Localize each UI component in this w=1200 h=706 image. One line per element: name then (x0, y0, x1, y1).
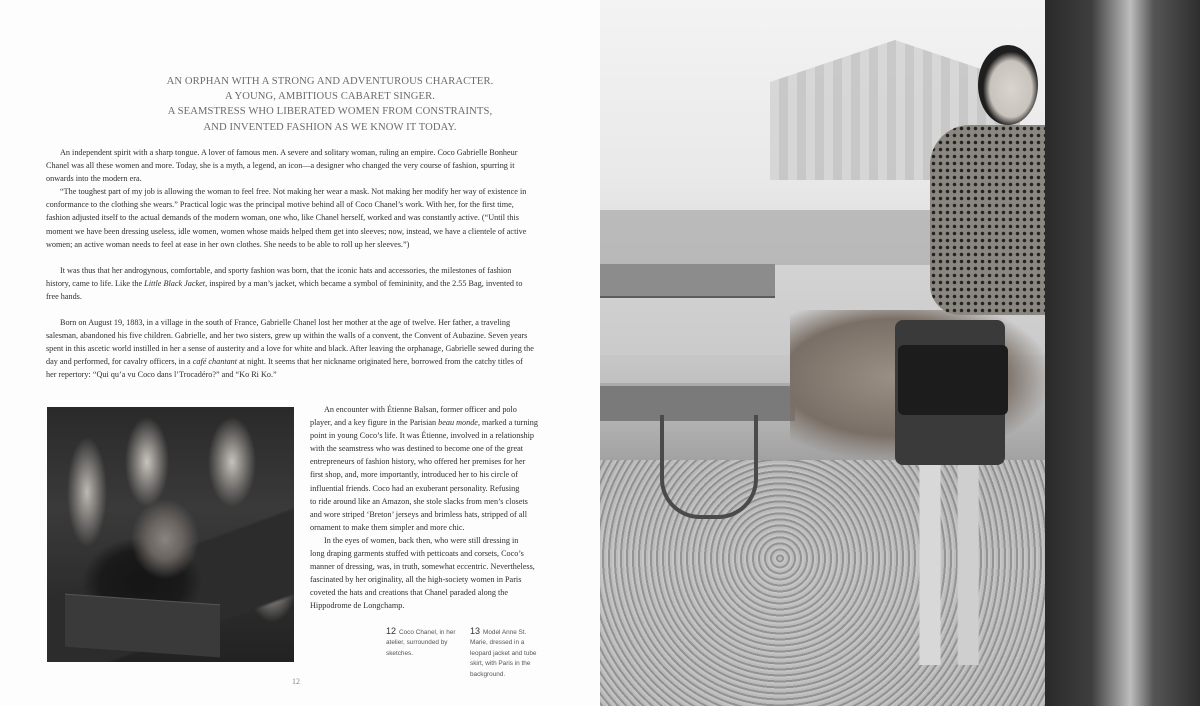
caption-12 (386, 626, 461, 659)
text-line: with the seamstress who was destined to become one of the great (310, 444, 524, 454)
text-line: and wore striped ‘Breton’ jerseys and brimless hats, stripped of all (310, 509, 527, 519)
text-line: fascinated by her originality, all the high-society women in Paris (310, 575, 522, 585)
text-line: In the eyes of women, back then, who were still dressing in (324, 535, 519, 545)
legs-shape (910, 465, 995, 665)
caption-text: Model Anne St. Marie, dressed in a leopard jacket and tube skirt, with Paris in the background. (470, 629, 537, 678)
column-text (310, 403, 580, 613)
caption-number: 12 (386, 626, 397, 636)
text-line: entrepreneurs of fashion history, who offered her premises for her (310, 457, 526, 467)
photo-model-anne-st-marie (600, 0, 1200, 706)
intro-line: AND INVENTED FASHION AS WE KNOW IT TODAY. (203, 121, 457, 133)
bench-back-shape (600, 264, 775, 298)
text-line: spent in this ascetic world instilled in her a sense of austerity and a love for white and black. After leaving the orphanage, Gabrielle sewed during the (46, 344, 534, 354)
text-line: first shop, and, more importantly, introduced her to his circle of (310, 470, 518, 480)
body-text (46, 146, 566, 382)
text-span: player, and a key figure in the Parisian (310, 418, 439, 428)
text-line: moment we have been dressing useless, idle women, women whose maids helped them get into sleeves; now, instead, we have a clientele of active (46, 226, 527, 236)
text-line: her repertory: “Qui qu’a vu Coco dans l’Trocadéro?” and “Ko Ri Ko.” (46, 370, 277, 380)
caption-number: 13 (470, 626, 481, 636)
column-paragraph-2 (310, 534, 580, 613)
text-span: , marked a turning (477, 418, 538, 428)
paragraph-1 (46, 146, 566, 185)
paragraph-4 (46, 316, 566, 381)
paragraph-2 (46, 185, 566, 250)
tree-trunk-shape (1045, 0, 1200, 706)
head-shape (978, 45, 1038, 125)
text-line: to ride around like an Amazon, she stole slacks from men’s closets (310, 496, 528, 506)
italic-term: beau monde (438, 418, 478, 428)
text-line: fashion adjusted itself to the actual demands of the modern woman, one who, like Chanel herself, worked and was constantly active. (“Until this (46, 213, 519, 223)
text-line: Chanel was all these women and more. Today, she is a myth, a legend, an icon—a designer who changed the very course of fashion, spurring it (46, 161, 515, 171)
paragraph-3 (46, 264, 566, 303)
text-line: long draping garments stuffed with petticoats and corsets, Coco’s (310, 549, 524, 559)
caption-text: Coco Chanel, in her atelier, surrounded by sketches. (386, 629, 456, 657)
text-line: ornament to make them simpler and more chic. (310, 522, 465, 532)
text-line (46, 277, 566, 290)
text-line: Born on August 19, 1883, in a village in the south of France, Gabrielle Chanel lost her mother at the age of twelve. Her father, a traveling (60, 318, 511, 328)
bench-leg-shape (660, 415, 758, 519)
text-span: day and performed, for cavalry officers, in a (46, 357, 193, 367)
text-span: history, came to life. Like the (46, 278, 145, 288)
intro-line: AN ORPHAN WITH A STRONG AND ADVENTUROUS CHARACTER. (166, 76, 494, 87)
handbag-shape (898, 345, 1008, 415)
intro-heading (130, 74, 530, 135)
text-span: at night. It seems that her nickname originated here, borrowed from the catchy titles of (237, 357, 523, 367)
text-line: Hippodrome de Longchamp. (310, 601, 405, 611)
text-line: free hands. (46, 291, 82, 301)
text-line: salesman, abandoned his five children. Gabrielle, and her two sisters, grew up within the walls of a convent, the Convent of Aubazine. Seven years (46, 331, 528, 341)
intro-line: A YOUNG, AMBITIOUS CABARET SINGER. (225, 91, 435, 103)
text-line: influential friends. Coco had an exuberant personality. Refusing (310, 483, 520, 493)
text-line: manner of dressing, was, in truth, somewhat eccentric. Nevertheless, (310, 562, 535, 572)
column-paragraph-1 (310, 403, 580, 534)
text-line: onwards into the modern era. (46, 174, 142, 184)
text-line: It was thus that her androgynous, comfortable, and sporty fashion was born, that the iconic hats and accessories, the milestones of fashion (60, 265, 512, 275)
portfolio-shape (65, 594, 220, 658)
italic-term: café chantant (192, 357, 238, 367)
page-number: 12 (292, 677, 300, 686)
text-line: An independent spirit with a sharp tongue. A lover of famous men. A severe and solitary woman, ruling an empire. Coco Gabrielle Bonheur (60, 148, 518, 157)
intro-line: A SEAMSTRESS WHO LIBERATED WOMEN FROM CONSTRAINTS, (167, 106, 493, 118)
photo-coco-chanel-atelier (47, 407, 294, 662)
text-line: point in young Coco’s life. It was Étienne, involved in a relationship (310, 431, 534, 441)
italic-title: Little Black Jacket (144, 278, 206, 288)
text-line (310, 416, 580, 429)
text-line (46, 355, 566, 368)
text-line: coveted the hats and creations that Chanel paraded along the (310, 588, 509, 598)
text-line: “The toughest part of my job is allowing the woman to feel free. Not making her wear a mask. Not making her modify her way of existence in (60, 187, 527, 197)
text-line: women; an active woman needs to feel at ease in her own clothes. She needs to be able to roll up her sleeves.”) (46, 239, 410, 249)
text-line: conformance to the clothing she wears.” Practical logic was the principal motive behind all of Coco Chanel’s work. With her, for the first time, (46, 200, 514, 210)
text-span: , inspired by a man’s jacket, which became a symbol of femininity, and the 2.55 Bag, invented to (205, 278, 523, 288)
text-line: An encounter with Étienne Balsan, former officer and polo (324, 405, 517, 414)
caption-13 (470, 626, 545, 680)
